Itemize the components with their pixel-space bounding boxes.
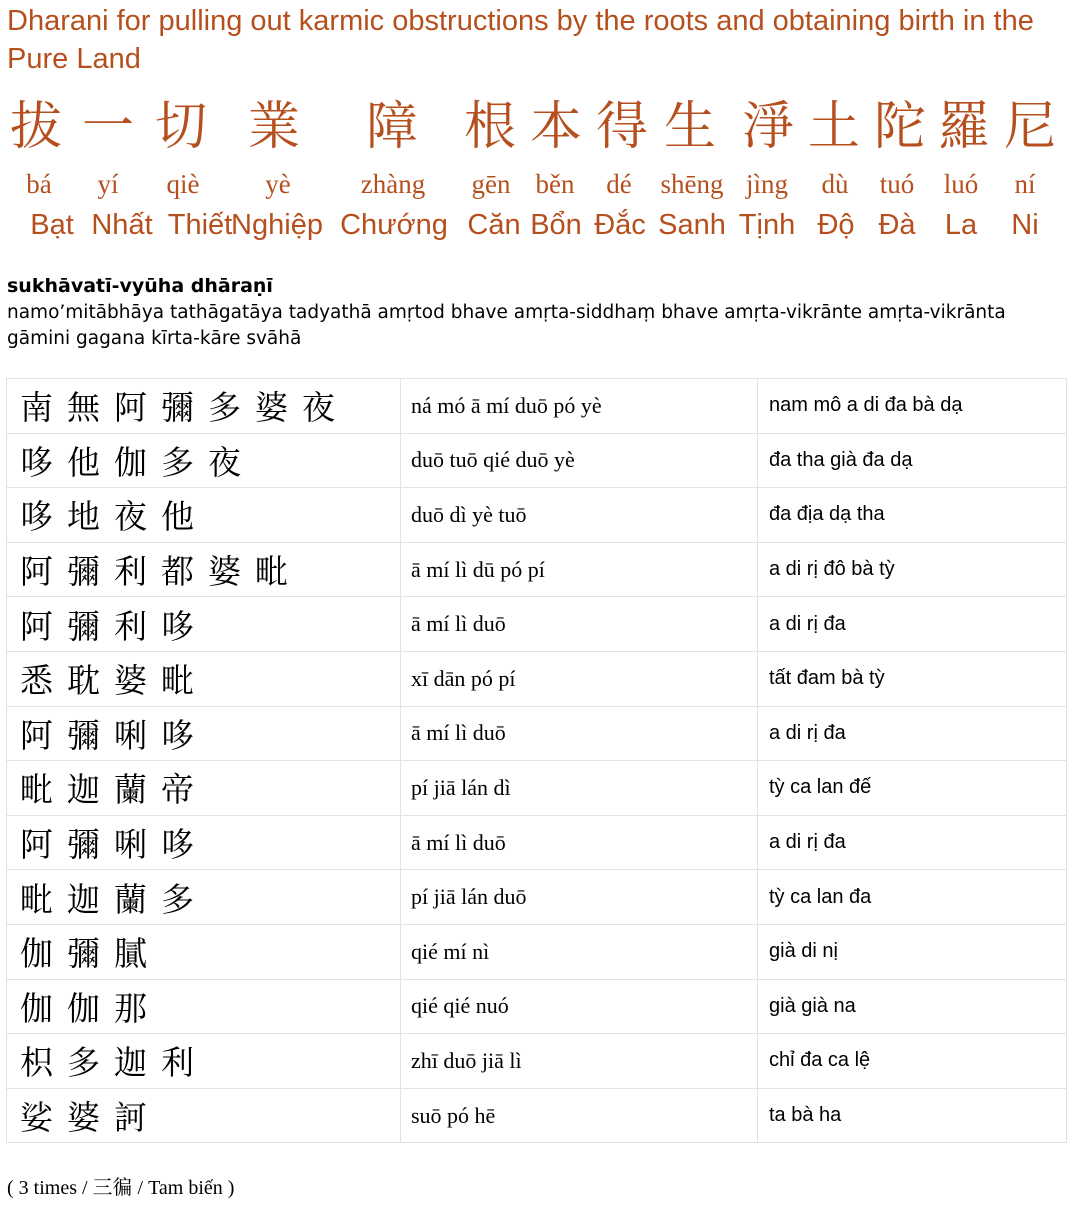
heading-vietnamese-word-7: Bổn: [530, 209, 582, 241]
heading-vietnamese-word-11: Độ: [817, 209, 855, 241]
heading-pinyin-syllable-1: bá: [26, 169, 52, 199]
vietnamese-cell: a di rị đa: [758, 597, 1067, 652]
heading-hanzi-char-5: 障: [366, 97, 419, 157]
hanzi-cell: 阿彌利哆: [7, 597, 401, 652]
pinyin-cell: pí jiā lán duō: [401, 870, 758, 925]
hanzi-cell: 毗迦蘭多: [7, 870, 401, 925]
hanzi-cell: 阿彌唎哆: [7, 706, 401, 761]
heading-pinyin-syllable-7: běn: [535, 169, 575, 199]
vietnamese-cell: tất đam bà tỳ: [758, 651, 1067, 706]
heading-pinyin-syllable-14: ní: [1014, 169, 1036, 199]
heading-hanzi-row: [0, 92, 1067, 162]
section-title: sukhāvatī-vyūha dhāraṇī: [7, 275, 273, 297]
heading-pinyin-syllable-9: shēng: [660, 169, 724, 199]
table-row: [7, 1034, 1067, 1089]
vietnamese-cell: già già na: [758, 979, 1067, 1034]
vietnamese-cell: chỉ đa ca lệ: [758, 1034, 1067, 1089]
vietnamese-cell: a di rị đô bà tỳ: [758, 542, 1067, 597]
hanzi-cell: 南無阿彌多婆夜: [7, 379, 401, 434]
table-row: [7, 815, 1067, 870]
heading-vietnamese-word-13: La: [944, 209, 978, 241]
heading-pinyin-row: [0, 166, 1067, 202]
heading-vietnamese-word-1: Bạt: [30, 209, 74, 241]
dharani-table: [6, 378, 1067, 1143]
heading-vietnamese-word-6: Căn: [467, 209, 521, 241]
heading-pinyin-syllable-5: zhàng: [360, 169, 426, 199]
table-row: [7, 870, 1067, 925]
hanzi-cell: 阿彌利都婆毗: [7, 542, 401, 597]
heading-pinyin-syllable-3: qiè: [166, 169, 200, 199]
vietnamese-cell: già di nị: [758, 924, 1067, 979]
vietnamese-cell: a di rị đa: [758, 815, 1067, 870]
vietnamese-cell: ta bà ha: [758, 1088, 1067, 1143]
table-row: [7, 597, 1067, 652]
vietnamese-cell: đa địa dạ tha: [758, 488, 1067, 543]
pinyin-cell: duō dì yè tuō: [401, 488, 758, 543]
table-row: [7, 379, 1067, 434]
heading-hanzi-char-1: 拔: [10, 97, 63, 157]
heading-hanzi-char-6: 根: [464, 97, 517, 157]
heading-pinyin-syllable-6: gēn: [471, 169, 511, 199]
heading-hanzi-char-14: 尼: [1004, 97, 1057, 157]
pinyin-cell: ā mí lì duō: [401, 706, 758, 761]
pinyin-cell: zhī duō jiā lì: [401, 1034, 758, 1089]
heading-pinyin-syllable-2: yí: [97, 169, 119, 199]
pinyin-cell: pí jiā lán dì: [401, 761, 758, 816]
page-title: Dharani for pulling out karmic obstructions by the roots and obtaining birth in the Pure Land: [7, 5, 1034, 75]
table-row: [7, 488, 1067, 543]
heading-pinyin-syllable-11: dù: [821, 169, 849, 199]
table-row: [7, 761, 1067, 816]
hanzi-cell: 悉耽婆毗: [7, 651, 401, 706]
hanzi-cell: 毗迦蘭帝: [7, 761, 401, 816]
table-row: [7, 542, 1067, 597]
table-row: [7, 651, 1067, 706]
heading-pinyin-syllable-12: tuó: [879, 169, 915, 199]
heading-vietnamese-word-12: Đà: [878, 209, 916, 241]
heading-vietnamese-word-14: Ni: [1011, 209, 1039, 241]
heading-vietnamese-word-10: Tịnh: [738, 209, 796, 241]
heading-pinyin-syllable-8: dé: [606, 169, 632, 199]
pinyin-cell: ā mí lì duō: [401, 815, 758, 870]
pinyin-cell: qié mí nì: [401, 924, 758, 979]
vietnamese-cell: tỳ ca lan đế: [758, 761, 1067, 816]
pinyin-cell: ā mí lì duō: [401, 597, 758, 652]
vietnamese-cell: a di rị đa: [758, 706, 1067, 761]
heading-hanzi-char-8: 得: [596, 97, 649, 157]
table-row: [7, 979, 1067, 1034]
heading-pinyin-syllable-4: yè: [265, 169, 291, 199]
heading-vietnamese-word-4: Nghiệp: [231, 209, 323, 241]
table-row: [7, 706, 1067, 761]
heading-hanzi-char-11: 土: [808, 97, 861, 157]
vietnamese-cell: đa tha già đa dạ: [758, 433, 1067, 488]
heading-hanzi-char-12: 陀: [874, 97, 927, 157]
heading-vietnamese-word-2: Nhất: [91, 209, 153, 241]
heading-vietnamese-row: [0, 204, 1067, 246]
heading-vietnamese-word-9: Sanh: [658, 209, 726, 241]
table-row: [7, 1088, 1067, 1143]
heading-pinyin-syllable-13: luó: [943, 169, 979, 199]
pinyin-cell: ná mó ā mí duō pó yè: [401, 379, 758, 434]
vietnamese-cell: tỳ ca lan đa: [758, 870, 1067, 925]
heading-pinyin-syllable-10: jìng: [745, 169, 789, 199]
heading-hanzi-char-3: 切: [155, 97, 208, 157]
hanzi-cell: 枳多迦利: [7, 1034, 401, 1089]
pinyin-cell: duō tuō qié duō yè: [401, 433, 758, 488]
hanzi-cell: 哆地夜他: [7, 488, 401, 543]
heading-hanzi-char-10: 淨: [742, 97, 795, 157]
vietnamese-cell: nam mô a di đa bà dạ: [758, 379, 1067, 434]
heading-hanzi-char-7: 本: [530, 97, 583, 157]
footer-note: ( 3 times / 三徧 / Tam biến ): [7, 1177, 235, 1199]
hanzi-cell: 伽彌膩: [7, 924, 401, 979]
heading-hanzi-char-13: 羅: [938, 97, 991, 157]
hanzi-cell: 娑婆訶: [7, 1088, 401, 1143]
pinyin-cell: suō pó hē: [401, 1088, 758, 1143]
pinyin-cell: xī dān pó pí: [401, 651, 758, 706]
hanzi-cell: 伽伽那: [7, 979, 401, 1034]
section-text: namo’mitābhāya tathāgatāya tadyathā amṛtod bhave amṛta-siddhaṃ bhave amṛta-vikrānte amṛta-vikrānta gāmini gagana kīrta-kāre svāhā: [7, 302, 1006, 349]
table-row: [7, 924, 1067, 979]
table-row: [7, 433, 1067, 488]
heading-vietnamese-word-3: Thiết: [167, 209, 233, 241]
heading-hanzi-char-4: 業: [248, 97, 301, 157]
pinyin-cell: qié qié nuó: [401, 979, 758, 1034]
heading-vietnamese-word-5: Chướng: [340, 209, 448, 241]
heading-hanzi-char-2: 一: [82, 97, 135, 157]
heading-hanzi-char-9: 生: [664, 97, 717, 157]
heading-vietnamese-word-8: Đắc: [594, 209, 646, 241]
pinyin-cell: ā mí lì dū pó pí: [401, 542, 758, 597]
hanzi-cell: 阿彌唎哆: [7, 815, 401, 870]
hanzi-cell: 哆他伽多夜: [7, 433, 401, 488]
